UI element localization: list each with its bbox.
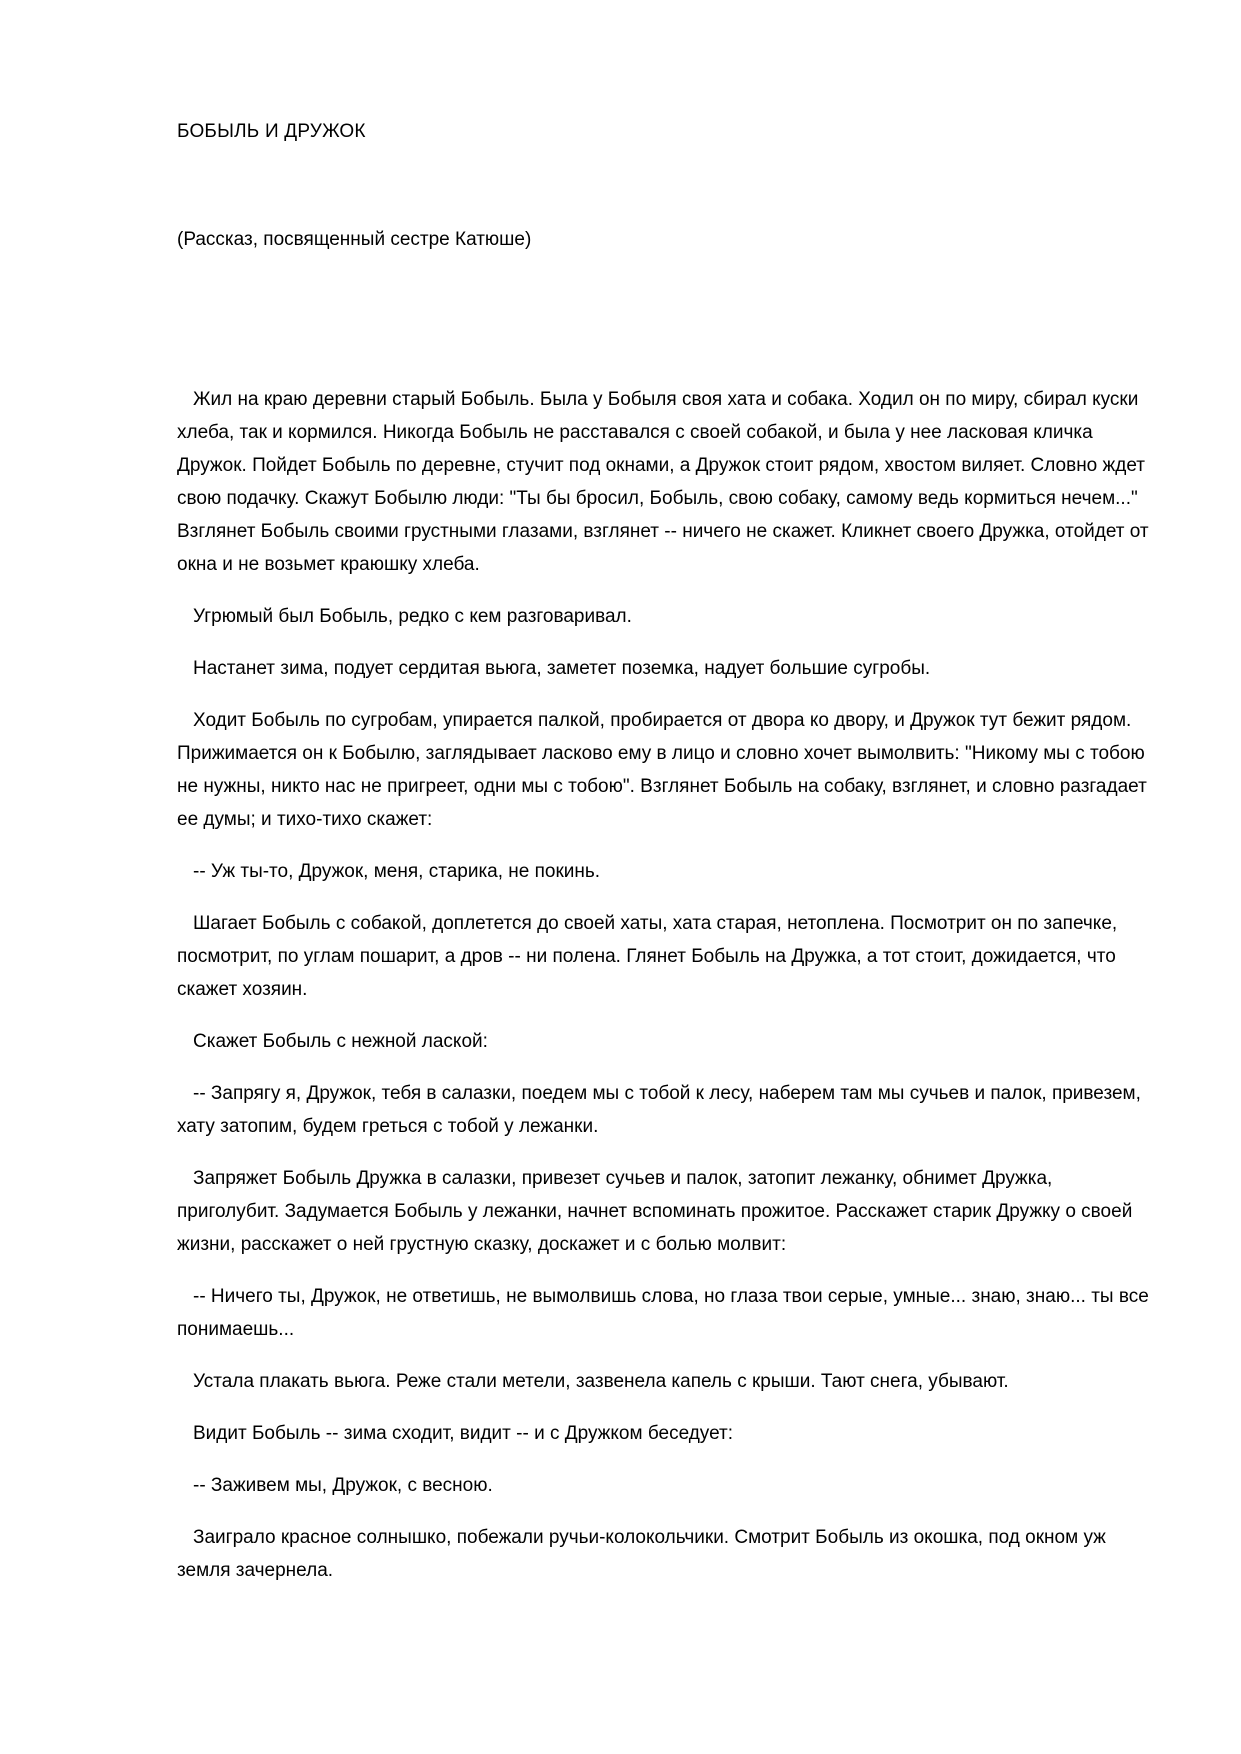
story-paragraph: Угрюмый был Бобыль, редко с кем разговаривал. (193, 606, 632, 627)
story-paragraph: Устала плакать вьюга. Реже стали метели, зазвенела капель с крыши. Тают снега, убывают. (193, 1371, 1009, 1392)
document-title: БОБЫЛЬ И ДРУЖОК (177, 121, 366, 142)
story-paragraph: Настанет зима, подует сердитая вьюга, заметет поземка, надует большие сугробы. (193, 658, 931, 679)
story-paragraph: Жил на краю деревни старый Бобыль. Была у Бобыля своя хата и собака. Ходил он по миру, сбирал куски хлеба, так и кормился. Никогда Бобыль не расставался с своей собакой, и была у нее ласковая кличка Дружок. Пойдет Бобыль по деревне, стучит под окнами, а Дружок стоит рядом, хвостом виляет. Словно ждет свою подачку. Скажут Бобылю люди: "Ты бы бросил, Бобыль, свою собаку, самому ведь кормиться нечем..." Взглянет Бобыль своими грустными глазами, взглянет -- ничего не скажет. Кликнет своего Дружка, отойдет от окна и не возьмет краюшку хлеба. (177, 389, 1149, 575)
story-paragraph: Ходит Бобыль по сугробам, упирается палкой, пробирается от двора ко двору, и Дружок тут бежит рядом. Прижимается он к Бобылю, заглядывает ласково ему в лицо и словно хочет вымолвить: "Никому мы с тобою не нужны, никто нас не пригреет, одни мы с тобою". Взглянет Бобыль на собаку, взглянет, и словно разгадает ее думы; и тихо-тихо скажет: (177, 710, 1147, 830)
document-subtitle: (Рассказ, посвященный сестре Катюше) (177, 229, 532, 250)
story-paragraph: -- Уж ты-то, Дружок, меня, старика, не покинь. (193, 861, 601, 882)
story-body (177, 383, 1153, 1606)
story-paragraph: -- Запрягу я, Дружок, тебя в салазки, поедем мы с тобой к лесу, наберем там мы сучьев и палок, привезем, хату затопим, будем греться с тобой у лежанки. (177, 1083, 1141, 1137)
story-paragraph: -- Ничего ты, Дружок, не ответишь, не вымолвишь слова, но глаза твои серые, умные... знаю, знаю... ты все понимаешь... (177, 1286, 1149, 1340)
story-paragraph: Шагает Бобыль с собакой, доплетется до своей хаты, хата старая, нетоплена. Посмотрит он по запечке, посмотрит, по углам пошарит, а дров -- ни полена. Глянет Бобыль на Дружка, а тот стоит, дожидается, что скажет хозяин. (177, 913, 1118, 1000)
story-paragraph: Заиграло красное солнышко, побежали ручьи-колокольчики. Смотрит Бобыль из окошка, под окном уж земля зачернела. (177, 1527, 1106, 1581)
story-paragraph: Запряжет Бобыль Дружка в салазки, привезет сучьев и палок, затопит лежанку, обнимет Дружка, приголубит. Задумается Бобыль у лежанки, начнет вспоминать прожитое. Расскажет старик Дружку о своей жизни, расскажет о ней грустную сказку, доскажет и с болью молвит: (177, 1168, 1133, 1255)
story-paragraph: Скажет Бобыль с нежной лаской: (193, 1031, 488, 1052)
story-paragraph: -- Заживем мы, Дружок, с весною. (193, 1475, 493, 1496)
story-paragraph: Видит Бобыль -- зима сходит, видит -- и с Дружком беседует: (193, 1423, 734, 1444)
